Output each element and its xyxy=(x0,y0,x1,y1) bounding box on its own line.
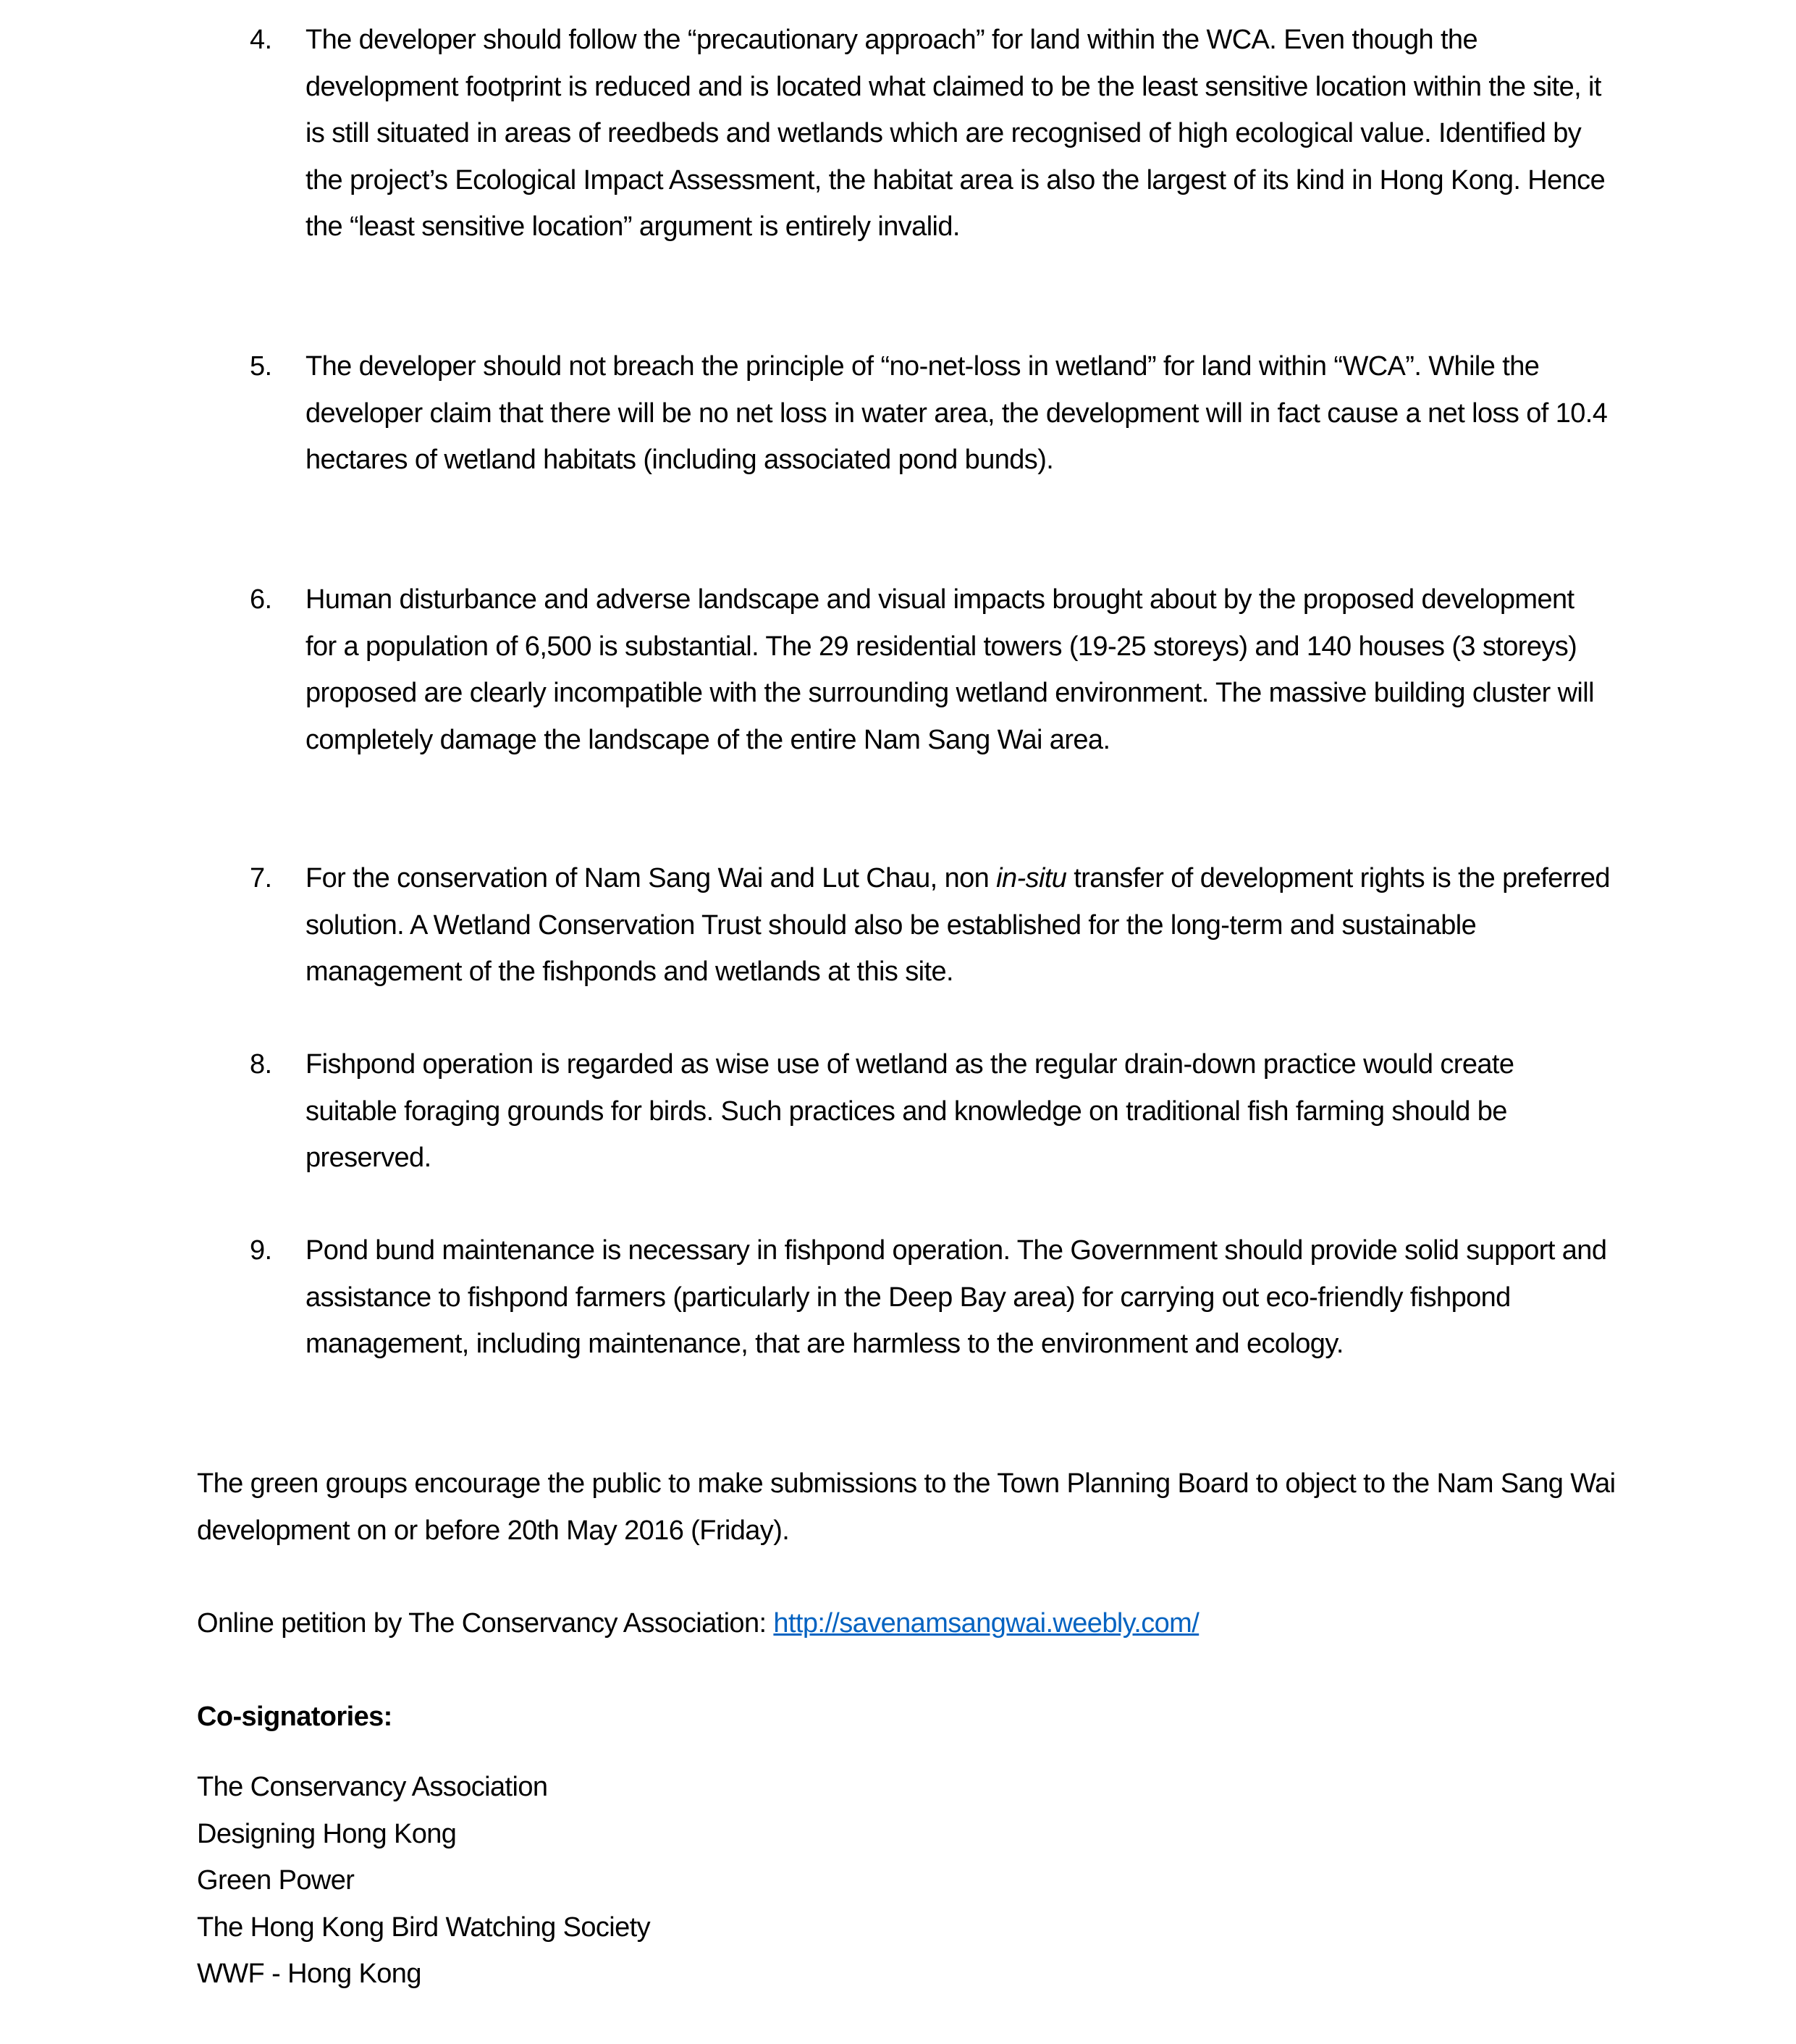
closing-paragraph: The green groups encourage the public to make submissions to the Town Planning Board to object to the Nam Sang Wai development on or before 20th May 2016 (Friday). xyxy=(197,1468,1616,1546)
petition-link[interactable]: http://savenamsangwai.weebly.com/ xyxy=(773,1608,1200,1639)
item-text: The developer should follow the “precautionary approach” for land within the WCA. Even though the development footprint is reduced and is located what claimed to be the least sensitive location within the site, it is still situated in areas of reedbeds and wetlands which are recognised of high ecological value. Identified by the project’s Ecological Impact Assessment, the habitat area is also the largest of its kind in Hong Kong. Hence the “least sensitive location” argument is entirely invalid. xyxy=(305,25,1606,242)
list-item xyxy=(250,343,1611,484)
item-number: 6. xyxy=(250,584,272,615)
cosignatory: Green Power xyxy=(197,1865,355,1896)
cosignatory: The Hong Kong Bird Watching Society xyxy=(197,1911,651,1943)
item-text-part: For the conservation of Nam Sang Wai and Lut Chau, non xyxy=(305,863,997,893)
cosignatories-heading: Co-signatories: xyxy=(197,1702,392,1732)
list-item xyxy=(250,1227,1611,1368)
item-text: Pond bund maintenance is necessary in fishpond operation. The Government should provide solid support and assistance to fishpond farmers (particularly in the Deep Bay area) for carrying out eco-friendly fishpond management, including maintenance, that are harmless to the environment and ecology. xyxy=(305,1235,1607,1359)
petition-label: Online petition by The Conservancy Association: xyxy=(197,1608,774,1639)
item-number: 4. xyxy=(250,25,272,55)
item-text xyxy=(305,855,1611,996)
cosignatory: The Conservancy Association xyxy=(197,1772,548,1802)
list-item xyxy=(250,1041,1611,1182)
cosignatories-list xyxy=(197,1764,1616,1998)
item-text: The developer should not breach the principle of “no-net-loss in wetland” for land within “WCA”. While the developer claim that there will be no net loss in water area, the development will in fact cause a net loss of 10.4 hectares of wetland habitats (including associated pond bunds). xyxy=(305,351,1608,475)
cosignatory: Designing Hong Kong xyxy=(197,1818,457,1849)
item-text-part: transfer of development rights is the preferred solution. A Wetland Conservation Trust should also be established for the long-term and sustainable management of the fishponds and wetlands at this site. xyxy=(305,863,1610,987)
petition-line xyxy=(197,1600,1616,1647)
italic-term: in-situ xyxy=(996,863,1067,893)
item-text: Human disturbance and adverse landscape and visual impacts brought about by the proposed development for a population of 6,500 is substantial. The 29 residential towers (19-25 storeys) and 140 houses (3 storeys) proposed are clearly incompatible with the surrounding wetland environment. The massive building cluster will completely damage the landscape of the entire Nam Sang Wai area. xyxy=(305,584,1594,755)
cosignatory: WWF - Hong Kong xyxy=(197,1959,421,1989)
list-item xyxy=(250,576,1611,763)
list-item xyxy=(250,17,1611,251)
item-number: 5. xyxy=(250,351,272,382)
item-number: 7. xyxy=(250,863,272,893)
item-number: 9. xyxy=(250,1235,272,1266)
list-item xyxy=(250,855,1611,996)
item-text: Fishpond operation is regarded as wise use of wetland as the regular drain-down practice would create suitable foraging grounds for birds. Such practices and knowledge on traditional fish farming should be preserved. xyxy=(305,1049,1514,1173)
item-number: 8. xyxy=(250,1049,272,1080)
